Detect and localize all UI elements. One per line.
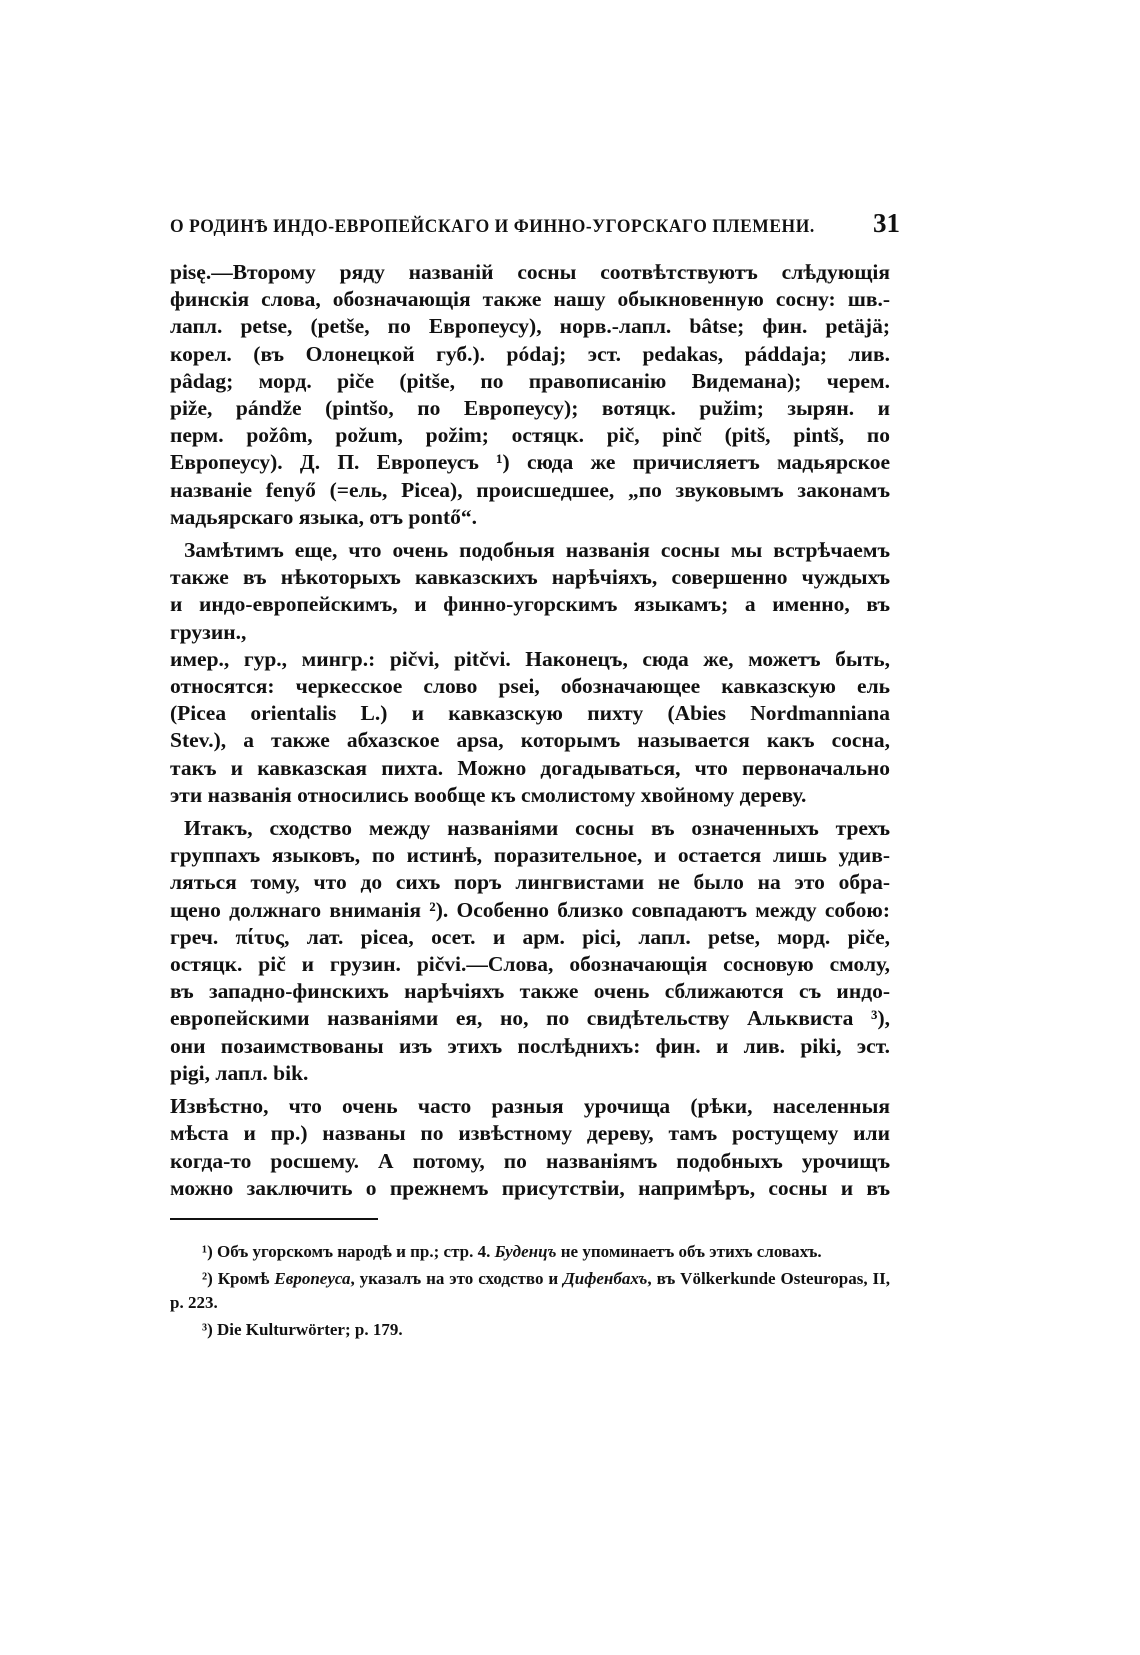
footnote-author: Дифенбахъ — [563, 1268, 648, 1288]
text-line: европейскими названіями ея, но, по свидѣтельству Альквиста ³), — [170, 1006, 890, 1031]
paragraph-2 — [170, 537, 890, 809]
text-line: pâdag; морд. piče (pitše, по правописанію Видемана); черем. — [170, 368, 890, 393]
footnotes — [170, 1240, 890, 1344]
paragraph-3 — [170, 815, 890, 1087]
text-line: названіе fenyő (=ель, Picea), происшедшее, „по звуковымъ законамъ — [170, 477, 890, 502]
footnote-text: Кромѣ — [217, 1268, 275, 1288]
text-line: ляться тому, что до сихъ поръ лингвистами не было на это обра- — [170, 870, 890, 895]
text-line: эти названія относились вообще къ смолистому хвойному дереву. — [170, 782, 807, 807]
text-line: они позаимствованы изъ этихъ послѣднихъ: фин. и лив. piki, эст. — [170, 1033, 890, 1058]
text-line: можно заключить о прежнемъ присутствіи, напримѣръ, сосны и въ — [170, 1175, 890, 1200]
text-line: финскія слова, обозначающія также нашу обыкновенную сосну: шв.- — [170, 287, 890, 312]
text-line: такъ и кавказская пихта. Можно догадываться, что первоначально — [170, 755, 890, 780]
text-line: относятся: черкесское слово psei, обозначающее кавказскую ель — [170, 674, 890, 699]
footnote-text: не упоминаетъ объ этихъ словахъ. — [556, 1242, 822, 1261]
text-line: Замѣтимъ еще, что очень подобныя названія сосны мы встрѣчаемъ — [184, 538, 890, 563]
text-line: когда-то росшему. А потому, по названіямъ подобныхъ урочищъ — [170, 1148, 890, 1173]
footnote-marker: ³) — [202, 1319, 213, 1339]
text-line: и индо-европейскимъ, и финно-угорскимъ языкамъ; а именно, въ грузин., — [170, 592, 890, 644]
paragraph-1 — [170, 259, 890, 531]
text-line: имер., гур., мингр.: pičvi, pitčvi. Наконецъ, сюда же, можетъ быть, — [170, 646, 890, 671]
text-line: Европеусу). Д. П. Европеусъ ¹) сюда же причисляетъ мадьярское — [170, 450, 890, 475]
text-line: лапл. petse, (petše, по Европеусу), норв.-лапл. bâtse; фин. petäjä; — [170, 314, 890, 339]
footnote-author: Европеуса — [274, 1268, 351, 1288]
text-line: Извѣстно, что очень часто разныя урочища (рѣки, населенныя — [170, 1094, 890, 1119]
text-line: корел. (въ Олонецкой губ.). pódaj; эст. pedakas, páddaja; лив. — [170, 341, 890, 366]
footnote-text: , указалъ на это сходство и — [350, 1268, 564, 1288]
text-line: греч. πίτυς, лат. picea, осет. и арм. pici, лапл. petse, морд. piče, — [170, 924, 890, 949]
text-line: pisę.—Второму ряду названій сосны соотвѣтствуютъ слѣдующія — [170, 260, 890, 284]
page-number: 31 — [873, 208, 900, 238]
footnote-marker: ¹) — [202, 1242, 213, 1261]
footnote-1 — [170, 1240, 890, 1265]
body-text — [170, 259, 890, 1202]
footnote-text: Die Kulturwörter; p. 179. — [217, 1319, 403, 1339]
text-line: въ западно-финскихъ нарѣчіяхъ также очень сближаются съ индо- — [170, 979, 890, 1004]
footnote-text: , въ Völkerkunde Osteuropas, II, p. 223. — [170, 1268, 891, 1312]
text-line: щено должнаго вниманія ²). Особенно близко совпадаютъ между собою: — [170, 897, 890, 922]
footnote-2 — [170, 1267, 890, 1316]
text-line: (Picea orientalis L.) и кавказскую пихту (Abies Nordmanniana — [170, 701, 890, 726]
footnote-divider — [170, 1218, 378, 1220]
text-line: группахъ языковъ, по истинѣ, поразительное, и остается лишь удив- — [170, 843, 890, 868]
running-title: О РОДИНѢ ИНДО-ЕВРОПЕЙСКАГО И ФИННО-УГОРСКАГО ПЛЕМЕНИ. — [170, 216, 815, 237]
text-line: также въ нѣкоторыхъ кавказскихъ нарѣчіяхъ, совершенно чуждыхъ — [170, 565, 890, 590]
footnote-3 — [170, 1318, 890, 1343]
page-header — [170, 208, 900, 239]
text-line: остяцк. pič и грузин. pičvi.—Слова, обозначающія сосновую смолу, — [170, 952, 890, 977]
text-line: Stev.), а также абхазское apsa, которымъ называется какъ сосна, — [170, 728, 890, 753]
text-line: мѣста и пр.) названы по извѣстному дереву, тамъ ростущему или — [170, 1121, 890, 1146]
paragraph-4 — [170, 1093, 890, 1202]
text-line: перм. požôm, požum, požim; остяцк. pič, pinč (pitš, pintš, по — [170, 423, 890, 448]
text-line: мадьярскаго языка, отъ pontő“. — [170, 504, 478, 529]
text-line: pigi, лапл. bik. — [170, 1060, 309, 1085]
text-line: piže, pándže (pintšo, по Европеусу); вотяцк. pužim; зырян. и — [170, 396, 890, 421]
footnote-author: Буденцъ — [494, 1242, 557, 1261]
footnote-text: Объ угорскомъ народѣ и пр.; стр. 4. — [217, 1242, 495, 1261]
text-line: Итакъ, сходство между названіями сосны въ означенныхъ трехъ — [184, 816, 890, 841]
footnote-marker: ²) — [202, 1268, 213, 1288]
